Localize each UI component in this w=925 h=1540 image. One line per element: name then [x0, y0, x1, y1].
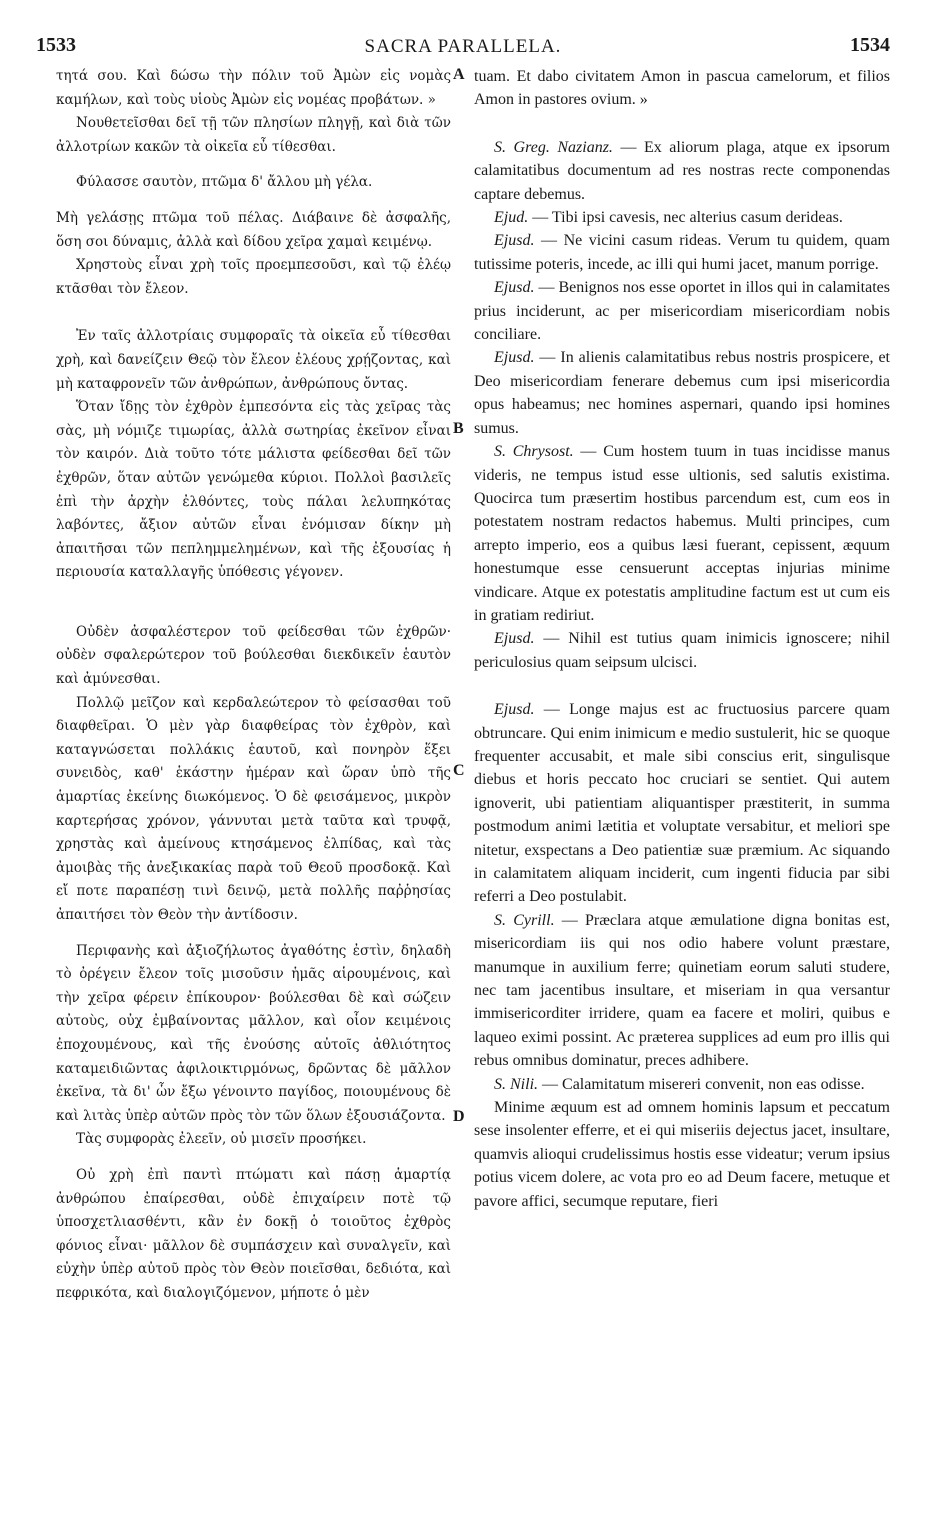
greek-paragraph: Οὐδὲν ἀσφαλέστερον τοῦ φείδεσθαι τῶν ἐχθρῶν· οὐδὲν σφαλερώτερον τοῦ βούλεσθαι διεκδικεῖν ἑαυτὸν καὶ ἀμύνεσθαι. [56, 623, 451, 688]
latin-paragraph [474, 698, 890, 909]
latin-text: — Ne vicini casum rideas. Verum tu quidem, quam tutissime poteris, incede, ac illi qui humi jacet, manum porrige. [474, 232, 890, 273]
source-attribution: Ejusd. [494, 630, 535, 648]
greek-paragraph: τητά σου. Καὶ δώσω τὴν πόλιν τοῦ Ἀμὼν εἰς νομὰς καμήλων, καὶ τοὺς υἱοὺς Ἀμὼν εἰς νομέας προβάτων. » [56, 68, 451, 108]
greek-paragraph: Περιφανὴς καὶ ἀξιοζήλωτος ἀγαθότης ἐστὶν, δηλαδὴ τὸ ὀρέγειν ἔλεον τοῖς μισοῦσιν ἡμᾶς αἱρουμένοις, καὶ τὴν χεῖρα φέρειν ἐπίκουρον· βούλεσθαι δὲ καὶ σώζειν αὐτοὺς, οὐχ ἐμβαίνοντας μᾶλλον, καὶ οἷον κειμένοις ἐποχουμένους, καὶ τῆς ἐνούσης αὐτοῖς ἀθλιότητος καταμειδιῶντας ἀφιλοικτιρμόνως, δρῶντας δὲ μᾶλλον ἐκεῖνα, τὰ δι' ὧν ἔξω γένοιντο παγίδος, ποιουμένους δὲ καὶ λιτὰς ὑπὲρ αὐτῶν πρὸς τὸν τῶν ὅλων ἐξουσιάζοντα. [56, 942, 451, 1124]
latin-paragraph [474, 1096, 890, 1213]
source-attribution: S. Cyrill. [494, 911, 555, 929]
greek-paragraph: Ἐν ταῖς ἀλλοτρίαις συμφοραῖς τὰ οἰκεῖα εὖ τίθεσθαι χρὴ, καὶ δανείζειν Θεῷ τὸν ἔλεον ἐλέους χρῄζοντας, καὶ μὴ καταφρονεῖν τῶν ἀνθρώπων, ἀνθρώπους ὄντας. [56, 328, 451, 392]
greek-paragraph: Τὰς συμφορὰς ἐλεεῖν, οὐ μισεῖν προσήκει. [76, 1131, 367, 1148]
latin-text: tuam. Et dabo civitatem Amon in pascua camelorum, et filios Amon in pastores ovium. » [474, 68, 890, 109]
latin-paragraph [474, 229, 890, 276]
page-header [36, 28, 890, 58]
latin-text: — Tibi ipsi cavesis, nec alterius casum derideas. [528, 209, 843, 227]
latin-text: — Calamitatum misereri convenit, non eas odisse. [538, 1075, 865, 1093]
latin-paragraph [474, 909, 890, 1073]
latin-text: — Ex aliorum plaga, atque ex ipsorum calamitatibus documentum ad res nostras recte componendas captare debemus. [474, 138, 890, 203]
latin-paragraph [474, 206, 890, 229]
greek-paragraph: Νουθετεῖσθαι δεῖ τῇ τῶν πλησίων πληγῇ, καὶ διὰ τῶν ἀλλοτρίων κακῶν τὰ οἰκεῖα εὖ τίθεσθαι. [56, 115, 451, 155]
source-attribution: S. Greg. Nazianz. [494, 138, 613, 156]
source-attribution: Ejusd. [494, 701, 535, 719]
source-attribution: Ejud. [494, 209, 529, 227]
margin-marker-d: D [453, 1108, 465, 1125]
greek-paragraph: Ὅταν ἴδῃς τὸν ἐχθρὸν ἐμπεσόντα εἰς τὰς χεῖρας τὰς σὰς, μὴ νόμιζε τιμωρίας, ἀλλὰ σωτηρίας ἐκεῖνον εἶναι τὸν καιρόν. Διὰ τοῦτο τότε μάλιστα φείδεσθαι δεῖ τῶν ἐχθρῶν, ὅταν αὐτῶν γενώμεθα κύριοι. Πολλοὶ βασιλεῖς ἐπὶ τὴν ἀρχὴν ἐλθόντες, τοὺς πάλαι λελυπηκότας λαβόντες, ἄξιον αὐτῶν εἶναι ἐνόμισαν δίκην μὴ ἀπαιτῆσαι τῶν πεπλημμελημένων, καὶ τῆς ἐξουσίας ἡ περιουσία καταλλαγῆς ὑπόθεσις γέγονεν. [56, 399, 451, 581]
margin-marker-a: A [453, 66, 465, 83]
greek-paragraph: Οὐ χρὴ ἐπὶ παντὶ πτώματι καὶ πάσῃ ἁμαρτίᾳ ἀνθρώπου ἐπαίρεσθαι, οὐδὲ ἐπιχαίρειν ποτὲ τῷ ὑποσχετλιασθέντι, κἂν ἐν δοκῇ ὁ τοιοῦτος ἐχθρὸς φόνιος εἶναι· μᾶλλον δὲ συμπάσχειν καὶ συναλγεῖν, καὶ εὐχὴν ὑπὲρ αὐτοῦ πρὸς τὸν Θεὸν ποιεῖσθαι, δεδιότα, καὶ πεφρικότα, καὶ διαλογιζόμενον, μήποτε ὁ μὲν [56, 1166, 451, 1301]
greek-paragraph: Φύλασσε σαυτὸν, πτῶμα δ' ἄλλου μὴ γέλα. [76, 174, 373, 191]
source-attribution: S. Chrysost. [494, 443, 574, 461]
latin-text: — Cum hostem tuum in tuas incidisse manus videris, ne tempus istud esse ultionis, sed salutis existima. Quocirca tum præsertim hostibus parcendum est, cum eos in potestatem nostram redactos habemus. Multi principes, cum arrepto imperio, eos a quibus læsi fuerant, cepissent, æquum honestumque esse censuerunt acceptas injurias minime vindicare. Atque ex potestatis amplitudine factum est ut cum eis in gratiam rediriut. [474, 443, 890, 624]
latin-column [474, 65, 890, 1213]
latin-paragraph [474, 276, 890, 346]
latin-text: — In alienis calamitatibus rebus nostris prospicere, et Deo misericordiam fenerare debemus cum ipsi misericordia opus habeamus; nec homines aspernari, quando ipsi homines sumus. [474, 349, 890, 437]
latin-paragraph [474, 627, 890, 674]
greek-paragraph: Μὴ γελάσῃς πτῶμα τοῦ πέλας. Διάβαινε δὲ ἀσφαλῆς, ὅση σοι δύναμις, ἀλλὰ καὶ δίδου χεῖρα χαμαὶ κειμένῳ. [56, 209, 451, 250]
margin-marker-b: B [453, 420, 464, 437]
latin-text: — Nihil est tutius quam inimicis ignoscere; nihil periculosius quam seipsum ulcisci. [474, 630, 890, 671]
latin-text: — Longe majus est ac fructuosius parcere quam obtruncare. Qui enim inimicum e medio sustulerit, hic se quoque frequenter accusabit, et male sibi conscius erit, singulisque diebus et horis peccato hoc cruciari se sentiet. Qui autem ignoverit, ubi patientiam aliquantisper præstiterit, in summa postmodum animi lætitia et voluptate versabitur, et meliori spe nitetur, exspectans a Deo patientiæ suæ præmium. Ac siquando in calamitatem aliquam inciderit, cum ingenti fiducia par sibi referri a Deo postulabit. [474, 701, 890, 906]
latin-text: — Præclara atque æmulatione digna bonitas est, misericordiam iis qui nos odio habere volunt præstare, manumque in auxilium ferre; quinetiam eorum saluti studere, nec tam jacentibus insultare, et miseriam in qua versantur immisericorditer irridere, quam ea facere et moliri, quibus e laqueo eximi possint. Ac præterea supplices ad eum pro illis qui rebus omnibus dominatur, preces adhibere. [474, 911, 890, 1070]
page-number-right: 1534 [850, 34, 890, 56]
latin-text: — Benignos nos esse oportet in illos qui in calamitates prius inciderunt, ac per misericordiam misericordiam nobis conciliare. [474, 279, 890, 344]
latin-paragraph [474, 65, 890, 112]
greek-column [56, 65, 451, 1306]
greek-paragraph: Πολλῷ μεῖζον καὶ κερδαλεώτερον τὸ φείσασθαι τοῦ διαφθεῖραι. Ὁ μὲν γὰρ διαφθείρας τὸν ἐχθρὸν, καὶ καταγνώσεται πολλάκις ἑαυτοῦ, καὶ πονηρὸν ἕξει συνειδὸς, καθ' ἑκάστην ἡμέραν καὶ ὥραν ὑπὸ τῆς ἁμαρτίας ἐκείνης διωκόμενος. Ὁ δὲ φεισάμενος, μικρὸν καρτερήσας χρόνον, γάννυται μετὰ ταῦτα καὶ τρυφᾷ, χρηστὰς καὶ ἀμείνους κτησάμενος ἐλπίδας, καὶ τὰς ἀμοιβὰς τῆς ἀνεξικακίας παρὰ τοῦ Θεοῦ προσδοκᾷ. Καὶ εἴ ποτε παραπέσῃ τινὶ δεινῷ, μετὰ πολλῆς παῤῥησίας ἀπαιτήσει τὸν Θεὸν τὴν ἀντίδοσιν. [56, 694, 451, 923]
latin-text: Minime æquum est ad omnem hominis lapsum et peccatum sese insolenter efferre, et ei qui miseriis dejectus jacet, insultare, quamvis alioqui crudelissimus hostis esse videatur; verum ipsius potius vicem dolere, ac vota pro eo ad Deum facere, metuque et pavore affici, secumque reputare, fieri [474, 1099, 890, 1210]
source-attribution: Ejusd. [494, 349, 535, 367]
page-number-left: 1533 [36, 34, 76, 56]
running-title: SACRA PARALLELA. [364, 36, 562, 57]
source-attribution: S. Nili. [494, 1075, 539, 1093]
source-attribution: Ejusd. [494, 232, 535, 250]
latin-paragraph [474, 346, 890, 440]
latin-paragraph [474, 1073, 890, 1096]
margin-marker-c: C [453, 762, 465, 779]
latin-paragraph [474, 136, 890, 206]
source-attribution: Ejusd. [494, 279, 535, 297]
latin-paragraph [474, 440, 890, 627]
greek-paragraph: Χρηστοὺς εἶναι χρὴ τοῖς προεμπεσοῦσι, καὶ τῷ ἐλέῳ κτᾶσθαι τὸν ἔλεον. [56, 257, 451, 297]
